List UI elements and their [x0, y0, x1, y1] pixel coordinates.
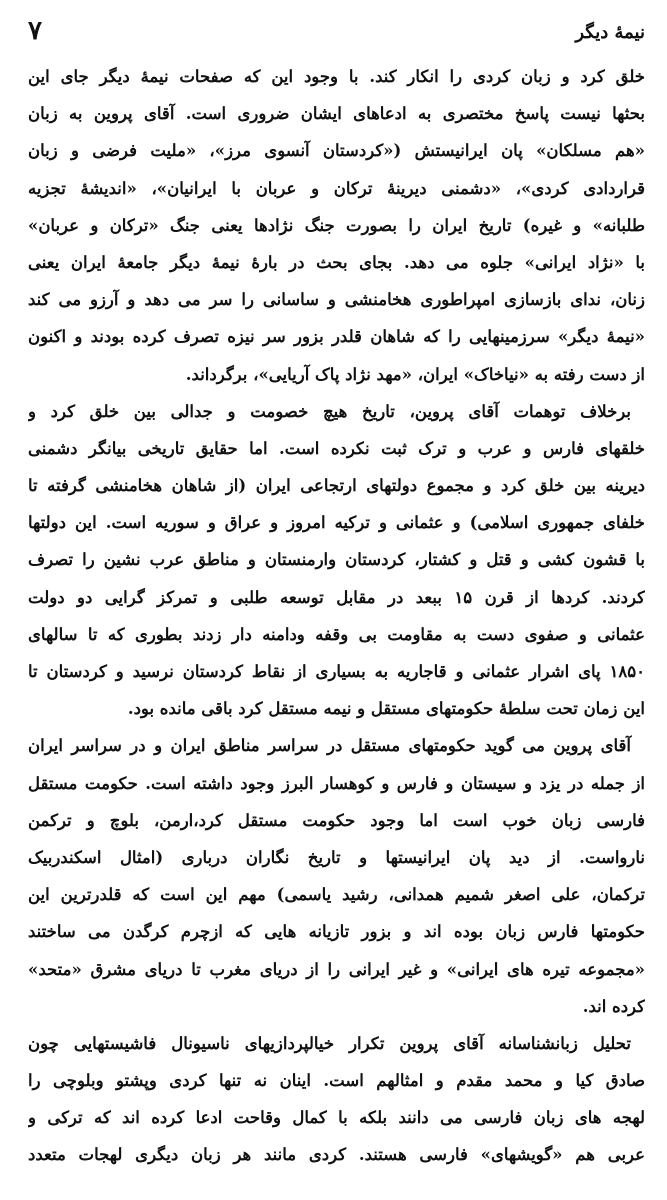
- text-line: عربی هم «گویشهای» فارسی هستند. کردی مانند هر زبان دیگری لهجات متعدد: [28, 1145, 645, 1165]
- text-line: این زمان تحت سلطهٔ حکومتهای مستقل و نیمه مستقل کرد باقی مانده بود.: [127, 699, 645, 719]
- text-line: صادق کیا و محمد مقدم و امثالهم است. اینان نه تنها کردی وپشتو وبلوچی را: [28, 1071, 645, 1091]
- body-text: [28, 58, 645, 1174]
- text-line: عثمانی و صفوی دست به مقاومت بی وقفه ودامنه دار زدند بطوری که تا سالهای: [28, 624, 645, 644]
- text-line: «هم مسلکان» پان ایرانیستش («کردستان آنسوی مرز»، «ملیت فرضی و زبان: [28, 141, 645, 161]
- text-line: از جمله در یزد و سیستان و فارس و کوهسار البرز وجود داشته است. حکومت مستقل: [28, 773, 645, 793]
- text-line: قراردادی کردی»، «دشمنی دیرینهٔ ترکان و عربان با ایرانیان»، «اندیشهٔ تجزیه: [28, 178, 645, 198]
- paragraph-3: [28, 727, 645, 1025]
- running-title: نیمهٔ دیگر: [575, 22, 645, 43]
- text-line: خلفای جمهوری اسلامی) و عثمانی و ترکیه امروز و عراق و سوریه است. این دولتها: [28, 513, 645, 533]
- text-line: بحثها نیست پاسخ مختصری به ادعاهای ایشان ضروری است. آقای پروین به زبان: [28, 104, 645, 124]
- text-line: برخلاف توهمات آقای پروین، تاریخ هیچ خصومت و جدالی بین خلق کرد و: [28, 401, 631, 421]
- text-line: ۱۸۵۰ پای اشرار عثمانی و قاجاریه به بسیاری از نقاط کردستان نرسید و کردستان تا: [28, 662, 645, 681]
- text-line: با قشون کشی و قتل و کشتار، کردستان وارمنستان و مناطق عرب نشین را تصرف: [28, 550, 645, 570]
- text-line: «مجموعه تیره های ایرانی» و غیر ایرانی را از دریای مغرب تا دریای مشرق «متحد»: [28, 959, 645, 979]
- text-line: خلق کرد و زبان کردی را انکار کند. با وجود این که صفحات نیمهٔ دیگر جای این: [28, 67, 645, 86]
- text-line: حکومتها فارس زبان بوده اند و بزور تازیانه هایی که ازچرم کرگدن می ساختند: [28, 922, 645, 942]
- text-line: نارواست. از دید پان ایرانیستها و تاریخ نگاران درباری (امثال اسکندربیک: [28, 847, 645, 867]
- text-line: ترکمان، علی اصغر شمیم همدانی، رشید یاسمی) مهم این است که قلدرترین این: [28, 885, 645, 905]
- text-line: تحلیل زبانشناسانه آقای پروین تکرار خیالپردازیهای ناسیونال فاشیستهایی چون: [28, 1033, 631, 1053]
- text-line: آقای پروین می گوید حکومتهای مستقل در سراسر مناطق ایران و در سراسر ایران: [28, 736, 631, 756]
- text-line: کرده اند.: [582, 996, 645, 1016]
- text-line: طلبانه» و غیره) تاریخ ایران را بصورت جنگ نژادها یعنی جنگ «ترکان و عربان»: [28, 215, 645, 235]
- text-line: خلقهای فارس و عرب و ترک ثبت نکرده است. اما حقایق تاریخی بیانگر دشمنی: [28, 438, 645, 458]
- text-line: «نیمهٔ دیگر» سرزمینهایی را که شاهان قلدر بزور سر نیزه تصرف کرده بودند و اکنون: [28, 327, 645, 347]
- text-line: لهجه های زبان فارسی می دانند بلکه با کمال وقاحت ادعا کرده اند که ترکی و: [28, 1108, 645, 1128]
- paragraph-2: [28, 393, 645, 728]
- text-line: از دست رفته به «نیاخاک» ایران، «مهد نژاد پاک آریایی»، برگرداند.: [185, 364, 645, 384]
- text-line: با «نژاد ایرانی» جلوه می دهد. بجای بحث در بارهٔ نیمهٔ دیگر جامعهٔ ایران یعنی: [28, 252, 645, 272]
- page-header: [28, 0, 645, 58]
- text-line: کردند. کردها از قرن ۱۵ ببعد در مقابل توسعه طلبی و تمرکز گرایی دو دولت: [28, 587, 645, 607]
- text-line: دیرینه بین خلق کرد و مجموع دولتهای ارتجاعی ایران (از شاهان هخامنشی گرفته تا: [28, 476, 645, 496]
- text-line: فارسی زبان خوب است اما وجود حکومت مستقل کرد،ارمن، بلوچ و ترکمن: [28, 810, 645, 830]
- paragraph-4: [28, 1025, 645, 1174]
- page-number: ۷: [28, 16, 42, 46]
- text-line: زنان، ندای بازسازی امپراطوری هخامنشی و ساسانی را سر می دهد و آرزو می کند: [28, 290, 645, 310]
- paragraph-1: [28, 58, 645, 393]
